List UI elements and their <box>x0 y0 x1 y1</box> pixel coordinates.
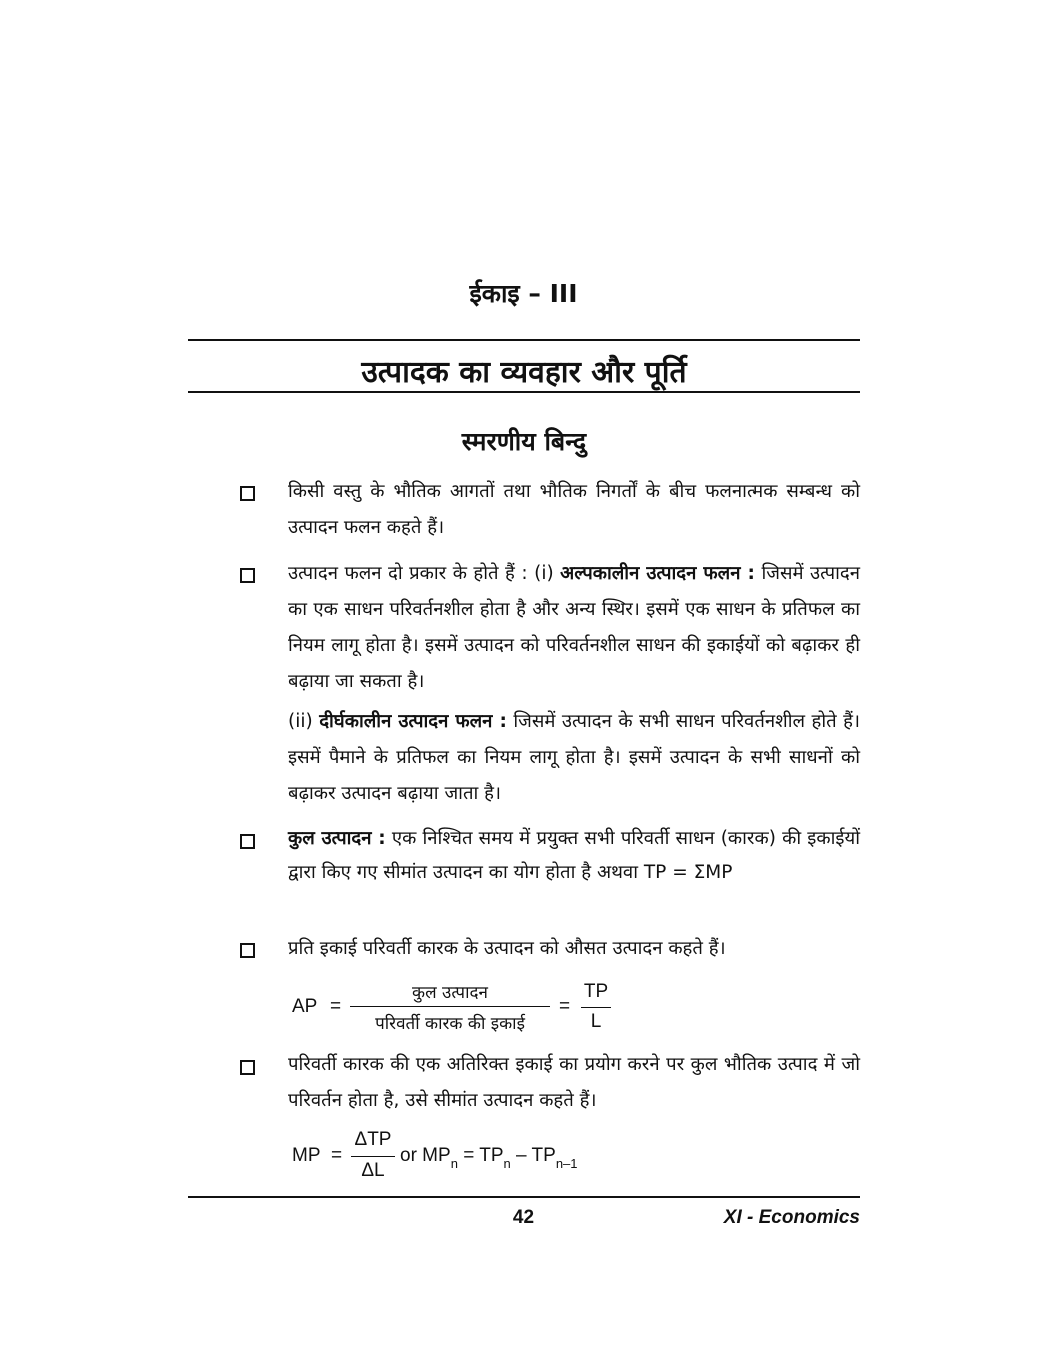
title-bottom-rule <box>188 391 860 393</box>
formula-mp-lhs: MP <box>292 1145 321 1166</box>
unit-title: ईकाइ – III <box>469 279 578 308</box>
section-title: स्मरणीय बिन्दु <box>461 427 587 456</box>
formula-ap-eq2: = <box>559 996 571 1017</box>
formula-ap-lhs: AP <box>292 996 318 1017</box>
checkbox-bullet-icon <box>240 568 255 583</box>
point-3-text: एक निश्चित समय में प्रयुक्त सभी परिवर्ती साधन (कारक) की इकाईयों द्वारा किए गए सीमांत उत्पादन का योग होता है अथवा TP = ΣMP <box>288 828 861 883</box>
footer-rule <box>188 1196 860 1198</box>
point-2 <box>288 556 860 700</box>
checkbox-bullet-icon <box>240 943 255 958</box>
formula-ap-numerator: कुल उत्पादन <box>412 983 488 1003</box>
point-2b-term: दीर्घकालीन उत्पादन फलन : <box>319 711 507 732</box>
point-4: प्रति इकाई परिवर्ती कारक के उत्पादन को औसत उत्पादन कहते हैं। <box>288 938 726 959</box>
formula-mp-or: or MP <box>400 1145 451 1166</box>
footer-subject: XI - Economics <box>723 1207 860 1228</box>
page-number: 42 <box>512 1207 535 1228</box>
checkbox-bullet-icon <box>240 834 255 849</box>
formula-mp-eq: = <box>331 1145 343 1166</box>
formula-mp-rhs <box>400 1145 578 1171</box>
formula-ap-eq: = <box>330 996 342 1017</box>
point-5: परिवर्ती कारक की एक अतिरिक्त इकाई का प्रयोग करने पर कुल भौतिक उत्पाद में जो परिवर्तन होता है, उसे सीमांत उत्पादन कहते हैं। <box>288 1054 860 1111</box>
formula-mp-sub-n1: n–1 <box>555 1156 578 1171</box>
formula-ap-denominator: परिवर्ती कारक की इकाई <box>375 1014 525 1034</box>
point-1: किसी वस्तु के भौतिक आगतों तथा भौतिक निगर्तों के बीच फलनात्मक सम्बन्ध को उत्पादन फलन कहते हैं। <box>288 481 860 538</box>
formula-mp-fraction-line <box>351 1156 395 1157</box>
formula-mp-denominator: ΔL <box>361 1160 385 1181</box>
formula-ap-fraction-line <box>350 1006 550 1007</box>
checkbox-bullet-icon <box>240 1060 255 1075</box>
formula-ap-fraction-line-2 <box>581 1007 611 1008</box>
chapter-title: उत्पादक का व्यवहार और पूर्ति <box>361 355 687 390</box>
formula-mp-dash: – TP <box>510 1145 556 1166</box>
point-2-text: जिसमें उत्पादन का एक साधन परिवर्तनशील होता है और अन्य स्थिर। इसमें एक साधन के प्रतिफल का नियम लागू होता है। इसमें उत्पादन को परिवर्तनशील साधन की इकाईयों को बढ़ाकर ही बढ़ाया जा सकता है। <box>288 563 860 692</box>
formula-ap-numerator-2: TP <box>583 981 609 1002</box>
formula-mp-mid: = TP <box>457 1145 504 1166</box>
point-2-term: अल्पकालीन उत्पादन फलन : <box>560 563 755 584</box>
point-2b <box>288 704 860 812</box>
formula-mp-sub-n: n <box>450 1156 458 1171</box>
formula-ap-denominator-2: L <box>590 1011 602 1032</box>
point-3-term: कुल उत्पादन : <box>288 828 386 849</box>
checkbox-bullet-icon <box>240 486 255 501</box>
point-2b-lead: (ii) <box>288 711 320 732</box>
formula-mp-sub-n2: n <box>503 1156 511 1171</box>
title-top-rule <box>188 339 860 341</box>
point-3 <box>288 822 860 890</box>
point-2-lead: उत्पादन फलन दो प्रकार के होते हैं : (i) <box>288 563 561 584</box>
formula-mp-numerator: ΔTP <box>354 1129 392 1150</box>
point-2b-text: जिसमें उत्पादन के सभी साधन परिवर्तनशील होते हैं। इसमें पैमाने के प्रतिफल का नियम लागू होता है। इसमें उत्पादन के सभी साधनों को बढ़ाकर उत्पादन बढ़ाया जाता है। <box>288 711 860 804</box>
